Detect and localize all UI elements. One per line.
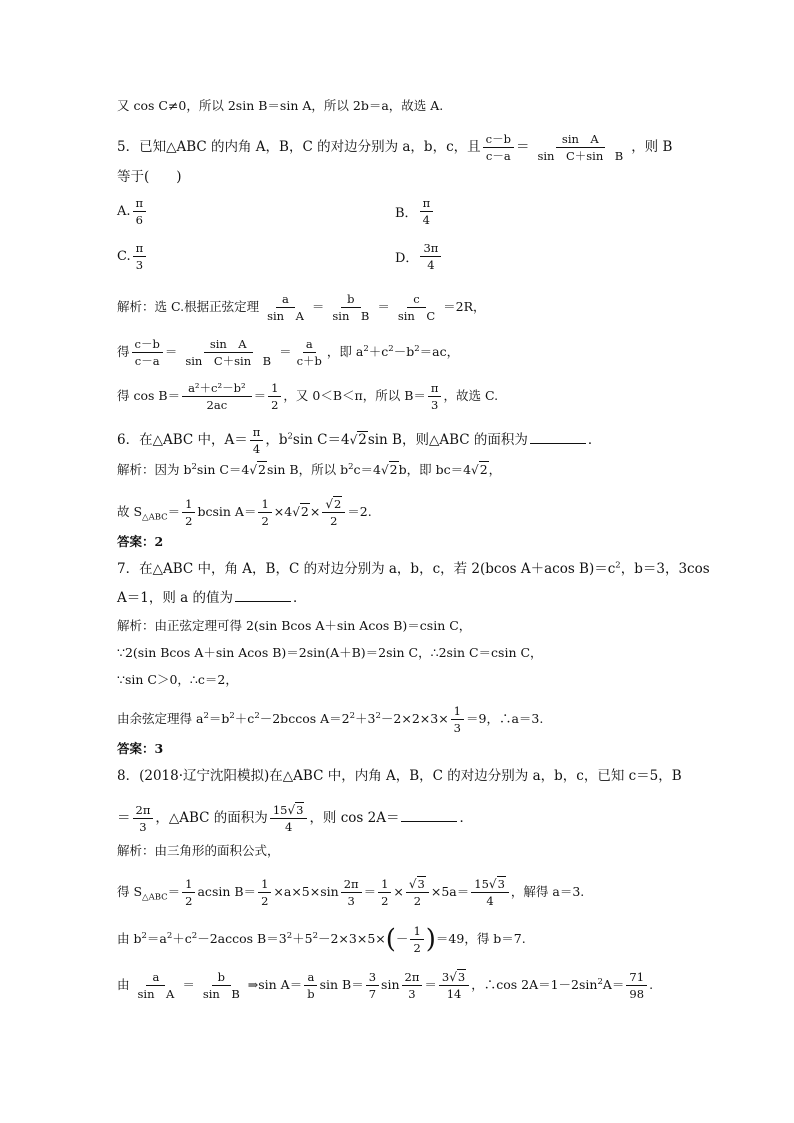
option-b: B． $\frac{\pi}{4}$ (395, 196, 435, 227)
fraction: $\frac{√3}{2}$ (406, 877, 429, 908)
fraction: $\frac{b}{\text{sin B}}$ (332, 292, 370, 323)
solution-line-q4-end: 又 cos C≠0，所以 2sin B＝sin A，所以 2b＝a，故选 A. (117, 98, 444, 113)
fraction: $\frac{2\pi}{3}$ (341, 877, 362, 908)
fraction: $\frac{\pi}{6}$ (133, 196, 147, 227)
solution-5-line-1: 解析：选 C.根据正弦定理 $\frac{a}{\text{sin A}}$ ＝ $\frac{b}{\text{sin B}}$ ＝ $\frac{c}{\text{sin C}}$ ＝2R， (117, 292, 486, 323)
sqrt: √2 (380, 462, 398, 477)
fraction: $\frac{3√3}{14}$ (439, 970, 469, 1001)
fraction: $\frac{\text{a²＋c²－b²}}{2ac}$ (182, 381, 252, 412)
fraction: $\frac{\pi}{3}$ (133, 241, 147, 272)
question-8-line-1: 8．(2018·辽宁沈阳模拟)在△ABC 中，内角 A，B，C 的对边分别为 a，b，c，已知 c＝5，B (117, 768, 682, 784)
fraction: $\frac{\text{sin A}}{\text{sin C＋sin B}}$ (537, 132, 624, 163)
solution-8-line-2: 得 $S_{\triangle ABC}=$ $\frac{1}{2}$ acsin B＝ $\frac{1}{2}$ ×a×5×sin $\frac{2\pi}{3}$ ＝ $\frac{1}{2}$ × $\frac{√3}{2}$ ×5a＝ $\frac{15√3}{4}$ ，解得 a＝3. (117, 877, 585, 908)
solution-8-line-3: 由 $b^2=a^2+c^2-2accos$ $B=3^2+5^2-2\times 3\times 5\times(-$ $\frac{1}{2}$ )＝49，得 b＝7. (117, 924, 526, 955)
fraction: $\frac{c-b}{c-a}$ (132, 337, 163, 368)
fraction: $\frac{1}{2}$ (410, 924, 423, 955)
fraction: $\frac{2\pi}{3}$ (133, 803, 154, 834)
option-a: A. $\frac{\pi}{6}$ (117, 196, 148, 227)
option-d: D． $\frac{3\pi}{4}$ (395, 241, 443, 272)
fraction: $\frac{\pi}{4}$ (250, 425, 264, 456)
solution-5-line-3: 得 cos B＝ $\frac{\text{a²＋c²－b²}}{2ac}$ ＝ $\frac{1}{2}$ ，又 0＜B＜π，所以 B＝ $\frac{\pi}{3}$ ，故选 C. (117, 381, 499, 412)
fraction: $\frac{1}{2}$ (258, 497, 271, 528)
question-8-line-2: ＝ $\frac{2\pi}{3}$ ，△ABC 的面积为 $\frac{15√3}{4}$ ，则 cos 2A＝ ． (117, 803, 473, 834)
fraction: $\frac{\pi}{4}$ (420, 196, 434, 227)
fraction: $\frac{a}{b}$ (304, 970, 317, 1001)
fraction: $\frac{√2}{2}$ (322, 497, 345, 528)
solution-7-line-3: ∵sin C＞0，∴c＝2， (117, 672, 238, 687)
fraction: $\frac{a}{c+b}$ (296, 337, 322, 368)
solution-7-line-1: 解析：由正弦定理可得 2(sin Bcos A＋sin Acos B)＝csin C， (117, 618, 472, 633)
fraction: $\frac{\text{sin A}}{\text{sin C＋sin B}}$ (185, 337, 272, 368)
fraction: $\frac{1}{3}$ (451, 704, 464, 735)
solution-6-line-2: 故 $S_{\triangle ABC}=$ $\frac{1}{2}$ bcsin A＝ $\frac{1}{2}$ ×4√2× $\frac{√2}{2}$ ＝2. (117, 497, 372, 528)
sqrt: √2 (292, 504, 309, 519)
solution-8-line-1: 解析：由三角形的面积公式， (117, 843, 280, 858)
fraction: $\frac{b}{\text{sin B}}$ (202, 970, 240, 1001)
solution-6-line-1: 解析：因为 $b^2\sin$ C＝4√2sin B，所以 $b^2c=4√2b$，即 bc＝4√2， (117, 460, 501, 480)
fraction: $\frac{1}{2}$ (258, 877, 271, 908)
solution-7-line-2: ∵2(sin Bcos A＋sin Acos B)＝2sin(A＋B)＝2sin C，∴2sin C＝csin C， (117, 645, 543, 660)
answer-blank (235, 589, 291, 602)
option-c: C. $\frac{\pi}{3}$ (117, 241, 148, 272)
question-7-line-1: 7．在△ABC 中，角 A，B，C 的对边分别为 a，b，c，若 2(bcos A＋acos $B)=c^2$，b＝3，3cos (117, 560, 710, 577)
fraction: $\frac{1}{2}$ (378, 877, 391, 908)
fraction: $\frac{15√3}{4}$ (270, 803, 308, 834)
answer-6: 答案：2 (117, 534, 164, 549)
fraction: $\frac{71}{98}$ (626, 970, 647, 1001)
answer-blank (530, 431, 586, 444)
solution-8-line-4: 由 $\frac{a}{\text{sin A}}$ ＝ $\frac{b}{\text{sin B}}$ ⇒sin A＝ $\frac{a}{b}$ sin B＝ $\frac{3}{7}$ sin $\frac{2\pi}{3}$ ＝ $\frac{3√3}{14}$ ，∴cos $2A=1-2\sin^2A=$ $\frac{71}{98}$ . (117, 970, 654, 1001)
sqrt: √3 (488, 877, 505, 891)
fraction: $\frac{1}{2}$ (182, 877, 195, 908)
fraction: $\frac{a}{\text{sin A}}$ (137, 970, 175, 1001)
sqrt: √2 (325, 497, 342, 511)
fraction: $\frac{c-b}{c-a}$ (483, 132, 514, 163)
solution-7-line-4: 由余弦定理得 $a^2=b^2+c^2-2bccos$ $A=2^2+3^2-2\times 2\times 3\times$ $\frac{1}{3}$ ＝9，∴a＝3. (117, 704, 544, 735)
question-5-line-2: 等于( ) (117, 169, 182, 185)
fraction: $\frac{3\pi}{4}$ (420, 241, 441, 272)
question-7-line-2: A＝1，则 a 的值为 ． (117, 590, 307, 606)
question-5: 5．已知△ABC 的内角 A，B，C 的对边分别为 a，b，c，且 $\frac{c-b}{c-a}$ ＝ $\frac{\text{sin A}}{\text{sin C＋sin B}}$ ，则 B (117, 132, 673, 163)
sqrt: √2 (471, 462, 488, 477)
question-6: 6．在△ABC 中，A＝ $\frac{\pi}{4}$ ，$b^2\sin$ C＝4√2sin B，则△ABC 的面积为 ． (117, 425, 602, 456)
answer-7: 答案：3 (117, 741, 164, 756)
sqrt: √2 (249, 462, 266, 477)
fraction: $\frac{2\pi}{3}$ (402, 970, 423, 1001)
fraction: $\frac{3}{7}$ (366, 970, 379, 1001)
fraction: $\frac{a}{\text{sin A}}$ (267, 292, 304, 323)
fraction: $\frac{15√3}{4}$ (471, 877, 509, 908)
sqrt: √3 (408, 877, 425, 891)
fraction: $\frac{\pi}{3}$ (428, 381, 442, 412)
fraction: $\frac{c}{\text{sin C}}$ (397, 292, 436, 323)
fraction: $\frac{1}{2}$ (268, 381, 281, 412)
answer-blank (401, 809, 457, 822)
solution-5-line-2: 得 $\frac{c-b}{c-a}$ ＝ $\frac{\text{sin A}}{\text{sin C＋sin B}}$ ＝ $\frac{a}{c+b}$ ，即 $a^2+c^2-b^2=ac$， (117, 337, 460, 368)
sqrt: √3 (287, 803, 304, 817)
fraction: $\frac{1}{2}$ (182, 497, 195, 528)
sqrt: √2 (349, 432, 367, 448)
sqrt: √3 (449, 970, 466, 984)
